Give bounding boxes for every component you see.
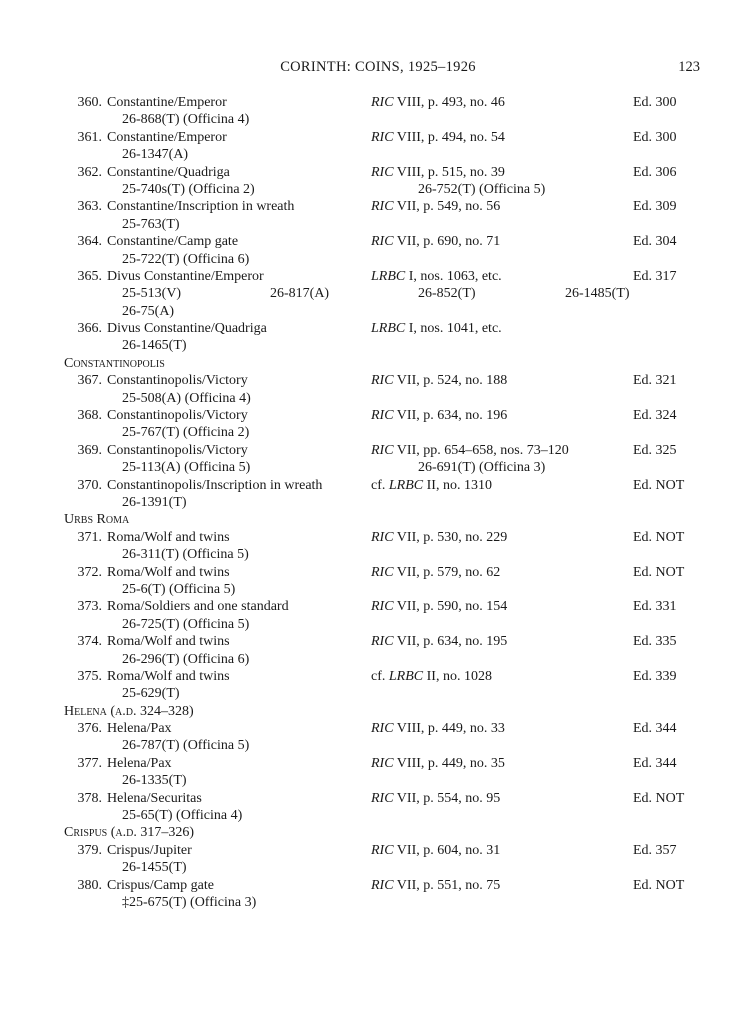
entry-edition: Ed. NOT bbox=[633, 477, 685, 493]
reference-catalog: RIC bbox=[371, 599, 394, 615]
entry-edition: Ed. 331 bbox=[633, 599, 677, 615]
reference-detail: VII, p. 551, no. 75 bbox=[393, 877, 501, 893]
entry-description: Roma/Wolf and twins bbox=[107, 564, 230, 580]
catalog-entry bbox=[0, 129, 756, 164]
entry-line bbox=[0, 303, 756, 320]
entry-edition: Ed. 306 bbox=[633, 164, 677, 180]
entry-line bbox=[0, 581, 756, 598]
inventory-number: 26-691(T) (Officina 3) bbox=[418, 460, 546, 476]
entry-line bbox=[0, 181, 756, 198]
entry-number: 373. bbox=[77, 599, 102, 615]
entry-line bbox=[0, 251, 756, 268]
entry-edition: Ed. 335 bbox=[633, 634, 677, 650]
entry-reference bbox=[371, 198, 500, 215]
reference-detail: VIII, p. 515, no. 39 bbox=[393, 164, 505, 180]
section-heading: Constantinopolis bbox=[64, 355, 165, 371]
running-title: CORINTH: COINS, 1925–1926 bbox=[280, 59, 476, 75]
entry-reference bbox=[371, 268, 502, 285]
entry-line bbox=[0, 111, 756, 128]
entry-description: Constantine/Emperor bbox=[107, 129, 227, 145]
entry-number: 370. bbox=[77, 477, 102, 493]
inventory-number: 26-787(T) (Officina 5) bbox=[122, 738, 250, 754]
reference-catalog: RIC bbox=[371, 95, 394, 110]
entry-number: 365. bbox=[77, 268, 102, 284]
reference-catalog: LRBC bbox=[388, 668, 424, 684]
entry-line bbox=[0, 546, 756, 563]
entry-line bbox=[0, 268, 756, 285]
entry-reference bbox=[371, 442, 569, 459]
entry-edition: Ed. NOT bbox=[633, 529, 685, 545]
entry-number: 380. bbox=[77, 877, 102, 893]
inventory-number: 25-513(V) bbox=[122, 286, 182, 302]
entry-edition: Ed. 300 bbox=[633, 95, 677, 110]
entry-number: 371. bbox=[77, 529, 102, 545]
catalog-entry bbox=[0, 477, 756, 512]
reference-catalog: RIC bbox=[371, 529, 394, 545]
entry-reference bbox=[371, 598, 507, 615]
entry-line bbox=[0, 772, 756, 789]
entry-line bbox=[0, 407, 756, 424]
inventory-number: 26-1465(T) bbox=[122, 338, 187, 354]
entry-number: 376. bbox=[77, 721, 102, 737]
catalog-entry bbox=[0, 790, 756, 825]
entry-description: Roma/Wolf and twins bbox=[107, 668, 230, 684]
entry-line bbox=[0, 216, 756, 233]
entry-line bbox=[0, 233, 756, 250]
reference-catalog: RIC bbox=[371, 442, 394, 458]
entry-description: Helena/Securitas bbox=[107, 790, 202, 806]
catalog-entry bbox=[0, 198, 756, 233]
inventory-number: 25-767(T) (Officina 2) bbox=[122, 425, 250, 441]
entry-line bbox=[0, 685, 756, 702]
entry-description: Roma/Wolf and twins bbox=[107, 529, 230, 545]
catalog-entry bbox=[0, 529, 756, 564]
entry-line bbox=[0, 616, 756, 633]
entry-reference bbox=[371, 129, 505, 146]
entry-line bbox=[0, 720, 756, 737]
entry-line bbox=[0, 859, 756, 876]
entry-reference bbox=[371, 668, 492, 685]
entry-line bbox=[0, 894, 756, 911]
reference-catalog: LRBC bbox=[371, 321, 406, 337]
inventory-number: 26-1485(T) bbox=[565, 286, 630, 302]
entry-reference bbox=[371, 372, 507, 389]
entry-edition: Ed. 324 bbox=[633, 408, 677, 424]
entry-line bbox=[0, 598, 756, 615]
entry-number: 378. bbox=[77, 790, 102, 806]
inventory-number: 25-6(T) (Officina 5) bbox=[122, 581, 236, 597]
entry-line bbox=[0, 390, 756, 407]
entry-number: 364. bbox=[77, 234, 102, 250]
entry-reference bbox=[371, 720, 505, 737]
reference-catalog: RIC bbox=[371, 408, 394, 424]
inventory-number: 26-817(A) bbox=[270, 286, 330, 302]
catalog-entry bbox=[0, 877, 756, 912]
inventory-number: 25-65(T) (Officina 4) bbox=[122, 808, 243, 824]
reference-detail: VIII, p. 494, no. 54 bbox=[393, 129, 505, 145]
inventory-number: 26-852(T) bbox=[418, 286, 476, 302]
catalog-entry bbox=[0, 842, 756, 877]
inventory-number: 25-763(T) bbox=[122, 216, 180, 232]
entry-number: 361. bbox=[77, 129, 102, 145]
entry-description: Constantinopolis/Victory bbox=[107, 373, 248, 389]
reference-detail: VII, pp. 654–658, nos. 73–120 bbox=[393, 442, 569, 458]
entry-reference bbox=[371, 94, 505, 111]
reference-catalog: RIC bbox=[371, 164, 394, 180]
entry-description: Crispus/Jupiter bbox=[107, 842, 192, 858]
inventory-number: 25-629(T) bbox=[122, 686, 180, 702]
inventory-number: 25-508(A) (Officina 4) bbox=[122, 390, 251, 406]
entry-edition: Ed. NOT bbox=[633, 790, 685, 806]
entry-line bbox=[0, 285, 756, 302]
inventory-number: 26-752(T) (Officina 5) bbox=[418, 181, 546, 197]
entry-description: Divus Constantine/Emperor bbox=[107, 268, 264, 284]
inventory-number: 26-868(T) (Officina 4) bbox=[122, 112, 250, 128]
page-number: 123 bbox=[678, 59, 700, 75]
entry-line bbox=[0, 529, 756, 546]
reference-catalog: RIC bbox=[371, 129, 394, 145]
entry-number: 360. bbox=[77, 95, 102, 110]
entry-number: 363. bbox=[77, 199, 102, 215]
entry-reference bbox=[371, 842, 500, 859]
reference-detail: VII, p. 634, no. 196 bbox=[393, 408, 508, 424]
catalog-entry bbox=[0, 320, 756, 355]
entry-number: 367. bbox=[77, 373, 102, 389]
entry-line bbox=[0, 320, 756, 337]
entry-description: Constantinopolis/Victory bbox=[107, 408, 248, 424]
entry-line bbox=[0, 877, 756, 894]
reference-catalog: LRBC bbox=[371, 268, 406, 284]
entry-line bbox=[0, 755, 756, 772]
inventory-number: 26-1347(A) bbox=[122, 147, 189, 163]
catalog-entry bbox=[0, 233, 756, 268]
reference-catalog: RIC bbox=[371, 634, 394, 650]
entry-reference bbox=[371, 407, 507, 424]
entry-line bbox=[0, 807, 756, 824]
entry-edition: Ed. NOT bbox=[633, 877, 685, 893]
entry-number: 368. bbox=[77, 408, 102, 424]
entry-description: Constantine/Camp gate bbox=[107, 234, 239, 250]
section-heading: Helena (a.d. 324–328) bbox=[64, 703, 194, 719]
entry-edition: Ed. 339 bbox=[633, 668, 677, 684]
entry-edition: Ed. 357 bbox=[633, 842, 677, 858]
inventory-number: 25-113(A) (Officina 5) bbox=[122, 460, 251, 476]
entry-line bbox=[0, 337, 756, 354]
entry-line bbox=[0, 424, 756, 441]
reference-detail: VII, p. 554, no. 95 bbox=[393, 790, 501, 806]
entry-description: Helena/Pax bbox=[107, 721, 172, 737]
catalog-entry bbox=[0, 372, 756, 407]
reference-catalog: RIC bbox=[371, 373, 394, 389]
reference-detail: VII, p. 524, no. 188 bbox=[393, 373, 508, 389]
entry-number: 369. bbox=[77, 442, 102, 458]
entry-description: Constantine/Inscription in wreath bbox=[107, 199, 295, 215]
reference-prefix: cf. bbox=[371, 668, 389, 684]
reference-detail: VIII, p. 449, no. 33 bbox=[393, 721, 505, 737]
reference-catalog: RIC bbox=[371, 790, 394, 806]
reference-detail: II, no. 1028 bbox=[423, 668, 492, 684]
catalog-entry bbox=[0, 598, 756, 633]
coin-catalog bbox=[0, 94, 756, 911]
inventory-number: 25-740s(T) (Officina 2) bbox=[122, 181, 255, 197]
catalog-entry bbox=[0, 720, 756, 755]
entry-line bbox=[0, 198, 756, 215]
inventory-number: 26-1391(T) bbox=[122, 494, 187, 510]
catalog-entry bbox=[0, 94, 756, 129]
page-header bbox=[0, 59, 756, 79]
entry-edition: Ed. 325 bbox=[633, 442, 677, 458]
reference-detail: VIII, p. 493, no. 46 bbox=[393, 95, 505, 110]
inventory-number: 26-725(T) (Officina 5) bbox=[122, 616, 250, 632]
section-heading: Crispus (a.d. 317–326) bbox=[64, 825, 195, 841]
reference-detail: I, nos. 1041, etc. bbox=[405, 321, 502, 337]
catalog-entry bbox=[0, 268, 756, 320]
entry-reference bbox=[371, 477, 492, 494]
reference-detail: VII, p. 590, no. 154 bbox=[393, 599, 508, 615]
entry-line bbox=[0, 372, 756, 389]
catalog-entry bbox=[0, 564, 756, 599]
entry-edition: Ed. 309 bbox=[633, 199, 677, 215]
entry-line bbox=[0, 651, 756, 668]
entry-reference bbox=[371, 877, 500, 894]
catalog-entry bbox=[0, 755, 756, 790]
entry-description: Roma/Soldiers and one standard bbox=[107, 599, 289, 615]
entry-reference bbox=[371, 164, 505, 181]
inventory-number: 26-75(A) bbox=[122, 303, 175, 319]
reference-detail: I, nos. 1063, etc. bbox=[405, 268, 502, 284]
reference-prefix: cf. bbox=[371, 477, 389, 493]
entry-description: Helena/Pax bbox=[107, 755, 172, 771]
entry-reference bbox=[371, 320, 502, 337]
entry-line bbox=[0, 129, 756, 146]
entry-line bbox=[0, 633, 756, 650]
inventory-number: 26-311(T) (Officina 5) bbox=[122, 547, 249, 563]
entry-line bbox=[0, 94, 756, 111]
entry-number: 379. bbox=[77, 842, 102, 858]
catalog-entry bbox=[0, 442, 756, 477]
entry-number: 375. bbox=[77, 668, 102, 684]
entry-description: Constantinopolis/Inscription in wreath bbox=[107, 477, 323, 493]
entry-edition: Ed. NOT bbox=[633, 564, 685, 580]
reference-catalog: RIC bbox=[371, 234, 394, 250]
catalog-entry bbox=[0, 668, 756, 703]
entry-reference bbox=[371, 233, 500, 250]
entry-number: 372. bbox=[77, 564, 102, 580]
entry-line bbox=[0, 459, 756, 476]
reference-detail: VIII, p. 449, no. 35 bbox=[393, 755, 505, 771]
entry-description: Constantine/Emperor bbox=[107, 95, 227, 110]
entry-number: 374. bbox=[77, 634, 102, 650]
inventory-number: 26-1335(T) bbox=[122, 773, 187, 789]
reference-detail: II, no. 1310 bbox=[423, 477, 492, 493]
entry-edition: Ed. 317 bbox=[633, 268, 677, 284]
reference-catalog: RIC bbox=[371, 721, 394, 737]
entry-number: 366. bbox=[77, 321, 102, 337]
inventory-number: 26-1455(T) bbox=[122, 860, 187, 876]
reference-detail: VII, p. 604, no. 31 bbox=[393, 842, 501, 858]
catalog-entry bbox=[0, 407, 756, 442]
entry-description: Crispus/Camp gate bbox=[107, 877, 214, 893]
entry-edition: Ed. 344 bbox=[633, 721, 677, 737]
inventory-number: 25-722(T) (Officina 6) bbox=[122, 251, 250, 267]
entry-description: Constantinopolis/Victory bbox=[107, 442, 248, 458]
entry-line bbox=[0, 737, 756, 754]
entry-description: Constantine/Quadriga bbox=[107, 164, 230, 180]
entry-line bbox=[0, 494, 756, 511]
entry-line bbox=[0, 164, 756, 181]
entry-edition: Ed. 344 bbox=[633, 755, 677, 771]
catalog-entry bbox=[0, 164, 756, 199]
reference-catalog: RIC bbox=[371, 564, 394, 580]
entry-reference bbox=[371, 755, 505, 772]
inventory-number: ‡25-675(T) (Officina 3) bbox=[122, 894, 257, 910]
entry-description: Roma/Wolf and twins bbox=[107, 634, 230, 650]
entry-line bbox=[0, 842, 756, 859]
reference-catalog: RIC bbox=[371, 877, 394, 893]
reference-detail: VII, p. 579, no. 62 bbox=[393, 564, 501, 580]
entry-description: Divus Constantine/Quadriga bbox=[107, 321, 267, 337]
reference-detail: VII, p. 549, no. 56 bbox=[393, 199, 501, 215]
reference-catalog: RIC bbox=[371, 199, 394, 215]
reference-detail: VII, p. 634, no. 195 bbox=[393, 634, 508, 650]
reference-catalog: LRBC bbox=[388, 477, 424, 493]
entry-reference bbox=[371, 633, 507, 650]
entry-edition: Ed. 300 bbox=[633, 129, 677, 145]
entry-line bbox=[0, 668, 756, 685]
entry-line bbox=[0, 442, 756, 459]
entry-line bbox=[0, 790, 756, 807]
entry-edition: Ed. 321 bbox=[633, 373, 677, 389]
entry-reference bbox=[371, 529, 507, 546]
reference-catalog: RIC bbox=[371, 755, 394, 771]
entry-number: 377. bbox=[77, 755, 102, 771]
entry-reference bbox=[371, 790, 500, 807]
reference-catalog: RIC bbox=[371, 842, 394, 858]
entry-reference bbox=[371, 564, 500, 581]
reference-detail: VII, p. 530, no. 229 bbox=[393, 529, 508, 545]
reference-detail: VII, p. 690, no. 71 bbox=[393, 234, 501, 250]
section-heading: Urbs Roma bbox=[64, 512, 130, 528]
entry-edition: Ed. 304 bbox=[633, 234, 677, 250]
entry-line bbox=[0, 564, 756, 581]
catalog-entry bbox=[0, 633, 756, 668]
entry-number: 362. bbox=[77, 164, 102, 180]
entry-line bbox=[0, 146, 756, 163]
inventory-number: 26-296(T) (Officina 6) bbox=[122, 651, 250, 667]
entry-line bbox=[0, 477, 756, 494]
